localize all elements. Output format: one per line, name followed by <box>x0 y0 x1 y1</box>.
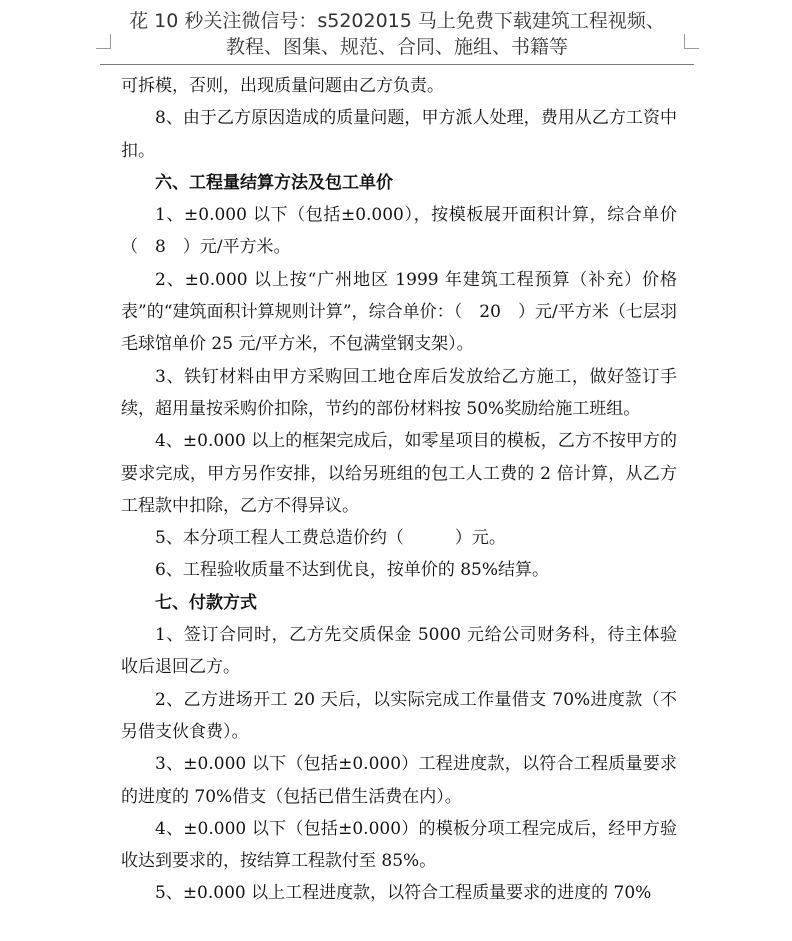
page-header <box>100 8 694 60</box>
margin-corner-mark-right <box>684 34 699 49</box>
header-line-1: 花 10 秒关注微信号：s5202015 马上免费下载建筑工程视频、 <box>129 10 665 32</box>
section-7-item-4: 4、±0.000 以下（包括±0.000）的模板分项工程完成后，经甲方验收达到要求的，按结算工程款付至 85%。 <box>121 818 677 872</box>
section-6-item-5: 5、本分项工程人工费总造价约（ ）元。 <box>155 528 506 549</box>
section-7-item-3: 3、±0.000 以下（包括±0.000）工程进度款，以符合工程质量要求的进度的 70%借支（包括已借生活费在内）。 <box>121 754 677 807</box>
paragraph-continuation: 可拆模，否则，出现质量问题由乙方负责。 <box>121 76 444 96</box>
document-body <box>121 70 677 910</box>
section-6-item-1: 1、±0.000 以下（包括±0.000），按模板展开面积计算，综合单价（ 8 ）元/平方米。 <box>121 205 677 258</box>
margin-corner-mark-left <box>96 34 111 49</box>
header-divider <box>100 64 694 65</box>
section-7-item-5: 5、±0.000 以上工程进度款，以符合工程质量要求的进度的 70% <box>155 883 652 904</box>
section-heading-6: 六、工程量结算方法及包工单价 <box>155 172 393 193</box>
section-7-item-2: 2、乙方进场开工 20 天后，以实际完成工作量借支 70%进度款（不另借支伙食费）。 <box>121 689 677 742</box>
section-6-item-2: 2、±0.000 以上按“广州地区 1999 年建筑工程预算（补充）价格表”的“建筑面积计算规则计算”，综合单价：（ 20 ）元/平方米（七层羽毛球馆单价 25 元/平方米，不包满堂钢支架）。 <box>121 269 677 355</box>
section-7-item-1: 1、签订合同时，乙方先交质保金 5000 元给公司财务科，待主体验收后退回乙方。 <box>121 625 677 678</box>
section-heading-7: 七、付款方式 <box>155 592 257 613</box>
section-6-item-6: 6、工程验收质量不达到优良，按单价的 85%结算。 <box>155 560 550 581</box>
header-line-2: 教程、图集、规范、合同、施组、书籍等 <box>225 36 568 58</box>
section-6-item-4: 4、±0.000 以上的框架完成后，如零星项目的模板，乙方不按甲方的要求完成，甲方另作安排，以给另班组的包工人工费的 2 倍计算，从乙方工程款中扣除，乙方不得异议。 <box>121 431 677 516</box>
paragraph-item-8: 8、由于乙方原因造成的质量问题，甲方派人处理，费用从乙方工资中扣。 <box>121 108 677 161</box>
section-6-item-3: 3、铁钉材料由甲方采购回工地仓库后发放给乙方施工，做好签订手续，超用量按采购价扣除，节约的部份材料按 50%奖励给施工班组。 <box>121 366 677 419</box>
